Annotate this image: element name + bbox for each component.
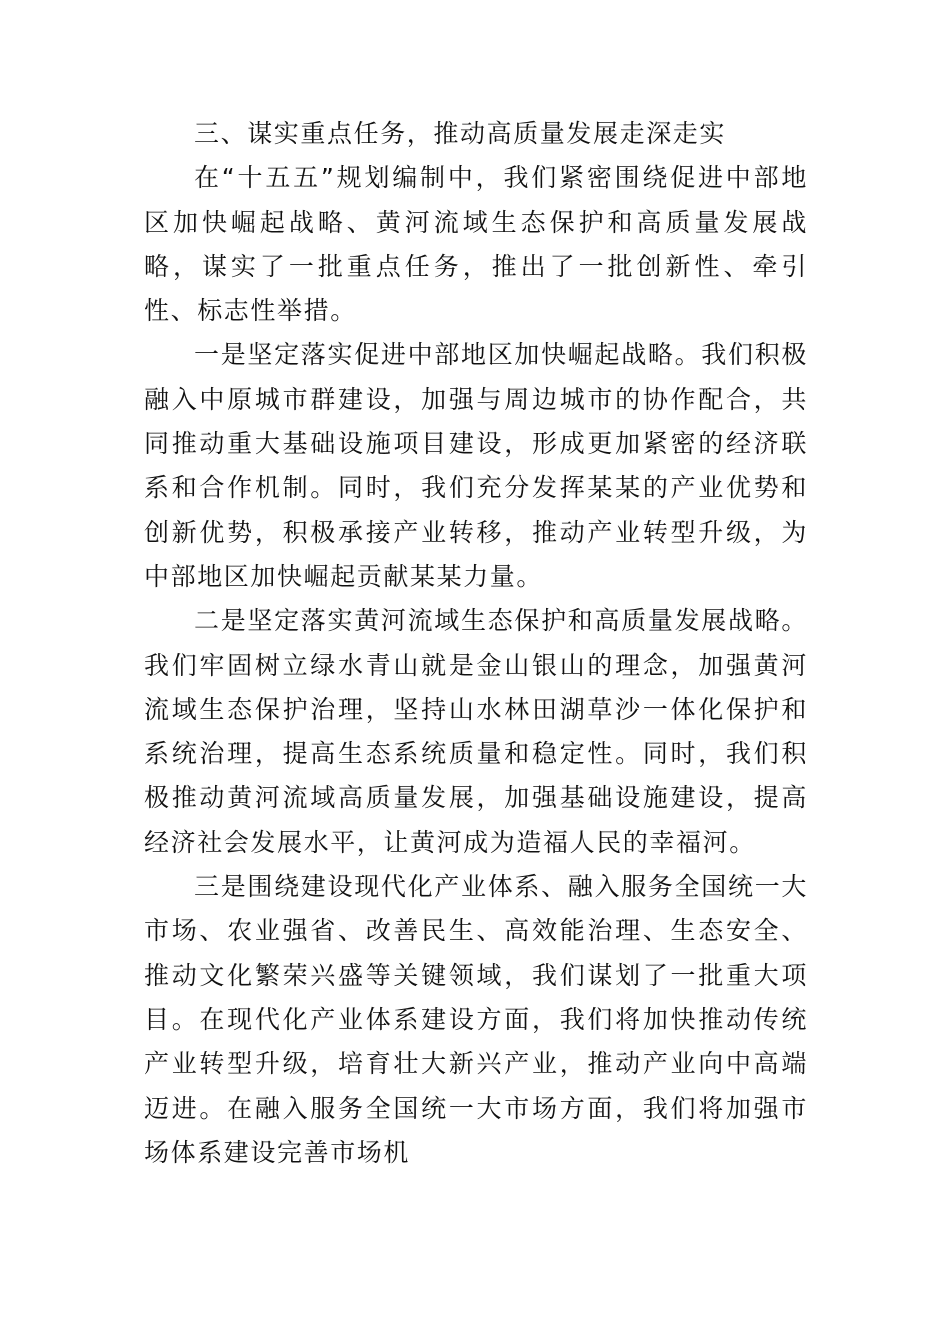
paragraph-yellow-river: 二是坚定落实黄河流域生态保护和高质量发展战略。我们牢固树立绿水青山就是金山银山的理念，加强黄河流域生态保护治理，坚持山水林田湖草沙一体化保护和系统治理，提高生态系统质量和稳定性。同时，我们积极推动黄河流域高质量发展，加强基础设施建设，提高经济社会发展水平，让黄河成为造福人民的幸福河。 bbox=[144, 606, 808, 857]
paragraph-key-fields: 三是围绕建设现代化产业体系、融入服务全国统一大市场、农业强省、改善民生、高效能治理、生态安全、推动文化繁荣兴盛等关键领域，我们谋划了一批重大项目。在现代化产业体系建设方面，我们将加快推动传统产业转型升级，培育壮大新兴产业，推动产业向中高端迈进。在融入服务全国统一大市场方面，我们将加强市场体系建设完善市场机 bbox=[144, 872, 808, 1167]
paragraph-central-region: 一是坚定落实促进中部地区加快崛起战略。我们积极融入中原城市群建设，加强与周边城市的协作配合，共同推动重大基础设施项目建设，形成更加紧密的经济联系和合作机制。同时，我们充分发挥某某的产业优势和创新优势，积极承接产业转移，推动产业转型升级，为中部地区加快崛起贡献某某力量。 bbox=[144, 340, 808, 591]
section-heading: 三、谋实重点任务，推动高质量发展走深走实 bbox=[194, 119, 727, 148]
paragraph-intro: 在“十五五”规划编制中，我们紧密围绕促进中部地区加快崛起战略、黄河流域生态保护和高质量发展战略，谋实了一批重点任务，推出了一批创新性、牵引性、标志性举措。 bbox=[144, 163, 808, 326]
document-body bbox=[144, 112, 808, 1175]
